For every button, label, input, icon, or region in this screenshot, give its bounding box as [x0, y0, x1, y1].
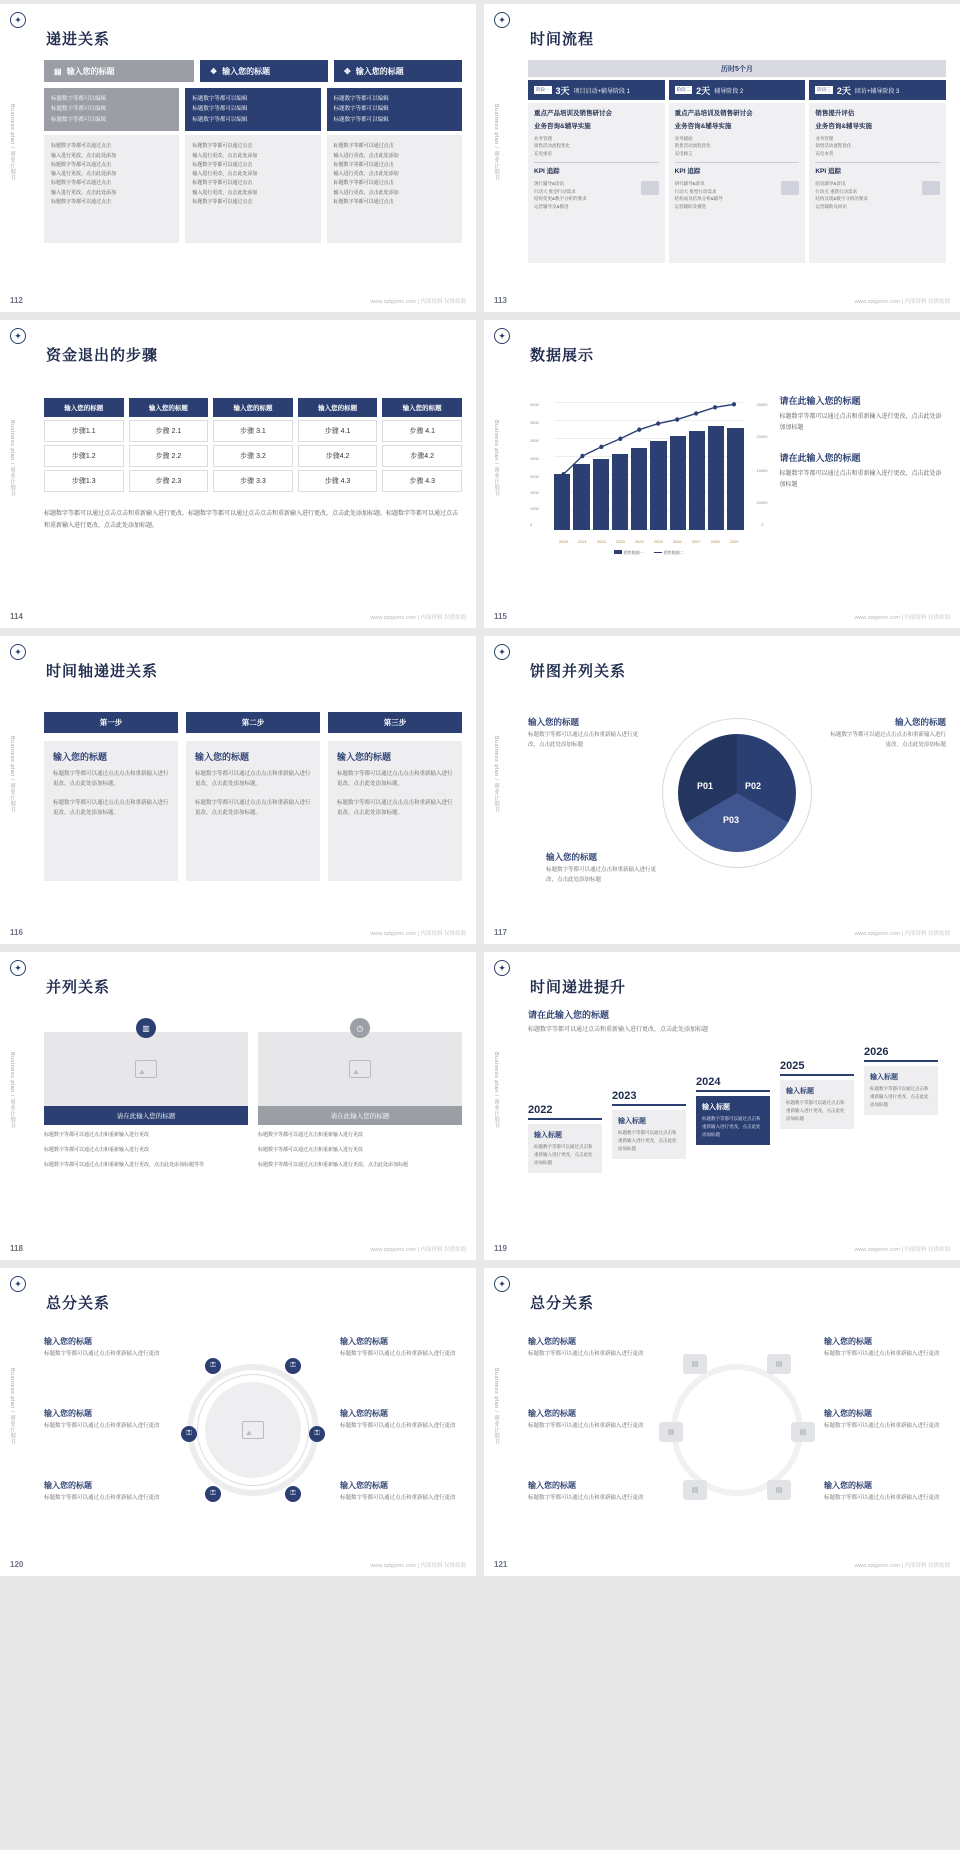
chart-legend: 销售数据一 销售数据二 — [528, 550, 769, 556]
page-title: 总分关系 — [530, 1295, 595, 1312]
step-3-head: 第三步 — [328, 712, 462, 733]
seal-icon: ✦ — [10, 960, 26, 976]
page-title: 饼图并列关系 — [530, 663, 627, 680]
node-1[interactable]: ⚿ — [205, 1358, 221, 1374]
side-label: Business plan / 商业计划书 — [493, 736, 499, 813]
text-block-1-body: 标题数字等都可以通过点击和重新输入进行更改，点击此处添加加标题 — [779, 414, 942, 432]
step-column-1: 输入您的标题 步骤1.1 步骤1.2 步骤1.3 — [44, 398, 124, 492]
step-1-body: 输入您的标题 标题数字等都可以通过点击点击和重新输入进行更改，点击此处添加标题。 标题数字等都可以通过点击点击和重新输入进行更改，点击此处添加标题。 — [44, 741, 178, 881]
step-column-5: 输入您的标题 步骤 4.1 步骤4.2 步骤 4.3 — [382, 398, 462, 492]
card-2-caption: 请在此输入您的标题 — [258, 1106, 462, 1125]
timeline-item-2025: 2025 输入标题 标题数字等都可以通过点击和重新输入进行更改，点击此处添加标题 — [780, 1060, 854, 1129]
text-block-3: 输入您的标题 标题数字等都可以通过点击和重新输入进行更改 — [44, 1481, 160, 1501]
phase-2 — [669, 80, 806, 263]
clock-icon: ◷ — [350, 1018, 370, 1038]
step-1 — [44, 712, 178, 881]
step-column-4: 输入您的标题 步骤 4.1 步骤4.2 步骤 4.3 — [298, 398, 378, 492]
side-label: Business plan / 商业计划书 — [9, 104, 15, 181]
column-3-list: 标题数字等都可以通过点击 输入进行更改，点击此处添加 标题数字等都可以通过点击 输入进行更改，点击此处添加 标题数字等都可以通过点击 输入进行更改，点击此处添加 标题数字等都可以通过点击 — [327, 135, 462, 243]
side-label: Business plan / 商业计划书 — [9, 1052, 15, 1129]
card-1 — [44, 1023, 248, 1176]
side-label: Business plan / 商业计划书 — [9, 736, 15, 813]
seal-icon: ✦ — [10, 12, 26, 28]
slide-112[interactable] — [0, 4, 476, 312]
column-2-list: 标题数字等都可以通过点击 输入进行更改，点击此处添加 标题数字等都可以通过点击 输入进行更改，点击此处添加 标题数字等都可以通过点击 输入进行更改，点击此处添加 标题数字等都可以通过点击 — [185, 135, 320, 243]
step-2-head: 第二步 — [186, 712, 320, 733]
gear-icon: ✥ — [344, 66, 351, 76]
seal-icon: ✦ — [10, 328, 26, 344]
steps-table — [44, 398, 462, 492]
seal-icon: ✦ — [494, 328, 510, 344]
side-label: Business plan / 商业计划书 — [493, 420, 499, 497]
seal-icon: ✦ — [494, 1276, 510, 1292]
thumb-4[interactable]: ▤ — [791, 1422, 815, 1442]
timeline-row — [528, 1046, 946, 1196]
page-number: 114 — [10, 612, 23, 621]
chip-row — [44, 60, 462, 82]
side-label: Business plan / 商业计划书 — [493, 1052, 499, 1129]
clipboard-icon — [641, 181, 659, 195]
duration-banner-label: 历时5个月 — [721, 65, 753, 73]
footer-note: www.zptgsmx.com | 内部资料 仅供传阅 — [854, 299, 950, 305]
pie-chart — [528, 698, 946, 888]
column-2 — [185, 88, 320, 243]
node-3[interactable]: ⚿ — [181, 1426, 197, 1442]
seal-icon: ✦ — [10, 644, 26, 660]
chart-icon: ▥ — [136, 1018, 156, 1038]
text-panel — [779, 376, 946, 556]
center-image-placeholder — [205, 1382, 301, 1478]
page-number: 120 — [10, 1560, 24, 1569]
column-3-head: 标题数字等都可以编辑 标题数字等都可以编辑 标题数字等都可以编辑 — [327, 88, 462, 131]
node-6[interactable]: ⚿ — [285, 1486, 301, 1502]
footer-note: www.zptgsmx.com | 内部资料 仅供传阅 — [854, 1247, 950, 1253]
chip-2[interactable] — [200, 60, 328, 82]
slide-117[interactable] — [484, 636, 960, 944]
card-2 — [258, 1023, 462, 1176]
text-block-5: 输入您的标题 标题数字等都可以通过点击和重新输入进行更改 — [340, 1409, 456, 1429]
seal-icon: ✦ — [494, 960, 510, 976]
footer-note: www.zptgsmx.com | 内部资料 仅供传阅 — [854, 615, 950, 621]
footer-note: www.zptgsmx.com | 内部资料 仅供传阅 — [370, 299, 466, 305]
side-label: Business plan / 商业计划书 — [9, 1368, 15, 1445]
column-2-head: 标题数字等都可以编辑 标题数字等都可以编辑 标题数字等都可以编辑 — [185, 88, 320, 131]
footer-note: www.zptgsmx.com | 内部资料 仅供传阅 — [370, 1247, 466, 1253]
footer-note: www.zptgsmx.com | 内部资料 仅供传阅 — [854, 1563, 950, 1569]
image-placeholder-icon — [242, 1421, 264, 1439]
hub-diagram — [44, 1330, 462, 1530]
seal-icon: ✦ — [10, 1276, 26, 1292]
node-2[interactable]: ⚿ — [285, 1358, 301, 1374]
chip-3-label: 输入您的标题 — [355, 66, 404, 76]
card-1-notes: 标题数字等都可以通过点击和重新输入进行更改 标题数字等都可以通过点击和重新输入进行更改 标题数字等都可以通过点击和重新输入进行更改，点击此处添加标题等等 — [44, 1132, 205, 1168]
text-block-1: 输入您的标题 标题数字等都可以通过点击和重新输入进行更改 — [528, 1337, 644, 1357]
page-title: 时间轴递进关系 — [46, 663, 159, 680]
text-block-2-body: 标题数字等都可以通过点击和重新输入进行更改，点击此处添加标题 — [779, 470, 942, 489]
pie-label-p02: P02 — [745, 781, 762, 791]
text-block-1-title: 请在此输入您的标题 — [779, 396, 861, 406]
card-1-image-placeholder — [44, 1023, 248, 1106]
text-block-3: 输入您的标题 标题数字等都可以通过点击和重新输入进行更改 — [528, 1481, 644, 1501]
thumb-5[interactable]: ▤ — [683, 1480, 707, 1500]
chip-1-label: 输入您的标题 — [66, 66, 115, 76]
page-title: 总分关系 — [46, 1295, 111, 1312]
x-axis-labels: 2020 2021 2022 2023 2024 2025 2026 2027 2028 2029 — [559, 539, 739, 544]
duration-banner — [528, 60, 946, 77]
image-placeholder-icon — [135, 1060, 157, 1078]
column-3 — [327, 88, 462, 243]
people-icon — [922, 181, 940, 195]
page-number: 121 — [494, 1560, 508, 1569]
phase-2-head: 阶段二 2天 辅导阶段 2 — [669, 80, 806, 100]
node-5[interactable]: ⚿ — [205, 1486, 221, 1502]
thumb-6[interactable]: ▤ — [767, 1480, 791, 1500]
text-block-1: 输入您的标题 标题数字等都可以通过点击和重新输入进行更改 — [44, 1337, 160, 1357]
intro-block: 请在此输入您的标题 标题数字等都可以通过点击和重新输入进行更改，点击此处添加标题 — [528, 1010, 709, 1033]
phase-3 — [809, 80, 946, 263]
pie-label-p03: P03 — [723, 815, 740, 825]
page-title: 时间递进提升 — [530, 979, 627, 996]
page-title: 资金退出的步骤 — [46, 347, 159, 364]
text-block-4: 输入您的标题 标题数字等都可以通过点击和重新输入进行更改 — [340, 1337, 456, 1357]
slide-121[interactable] — [484, 1268, 960, 1576]
page-number: 119 — [494, 1244, 507, 1253]
page-title: 并列关系 — [46, 979, 111, 996]
timeline-item-2024: 2024 输入标题 标题数字等都可以通过点击和重新输入进行更改，点击此处添加标题 — [696, 1076, 770, 1145]
slide-116[interactable] — [0, 636, 476, 944]
page-number: 118 — [10, 1244, 23, 1253]
step-3 — [328, 712, 462, 881]
side-label: Business plan / 商业计划书 — [493, 1368, 499, 1445]
footer-note: www.zptgsmx.com | 内部资料 仅供传阅 — [370, 1563, 466, 1569]
phase-3-head: 阶段三 2天 回访+辅导阶段 3 — [809, 80, 946, 100]
text-block-6: 输入您的标题 标题数字等都可以通过点击和重新输入进行更改 — [824, 1481, 940, 1501]
phase-1 — [528, 80, 665, 263]
chip-3[interactable] — [334, 60, 462, 82]
chip-1[interactable] — [44, 60, 194, 82]
phase-2-card: 重点产品培训及销售研讨会 业务咨询&辅导实施 业务辅面 销售活动流程优化 充电顾言 KPI 追踪 研究辅导&诊讯 行动大 推型行动需求 结构成及结果分析&辅导 运营辅助及模进 — [669, 103, 806, 263]
footer-note: www.zptgsmx.com | 内部资料 仅供传阅 — [370, 931, 466, 937]
step-2 — [186, 712, 320, 881]
node-4[interactable]: ⚿ — [309, 1426, 325, 1442]
step-column-2: 输入您的标题 步骤 2.1 步骤 2.2 步骤 2.3 — [129, 398, 209, 492]
step-2-body: 输入您的标题 标题数字等都可以通过点击点击和重新输入进行更改，点击此处添加标题。 标题数字等都可以通过点击点击和重新输入进行更改，点击此处添加标题。 — [186, 741, 320, 881]
column-1-list: 标题数字等都可以通过点击 输入进行更改，点击此处添加 标题数字等都可以通过点击 输入进行更改，点击此处添加 标题数字等都可以通过点击 输入进行更改，点击此处添加 标题数字等都可以通过点击 — [44, 135, 179, 243]
page-title: 时间流程 — [530, 31, 595, 48]
step-column-3: 输入您的标题 步骤 3.1 步骤 3.2 步骤 3.3 — [213, 398, 293, 492]
text-block-2: 输入您的标题 标题数字等都可以通过点击和重新输入进行更改 — [528, 1409, 644, 1429]
card-2-image-placeholder — [258, 1023, 462, 1106]
page-number: 116 — [10, 928, 23, 937]
card-1-caption: 请在此输入您的标题 — [44, 1106, 248, 1125]
slide-118[interactable] — [0, 952, 476, 1260]
side-label: Business plan / 商业计划书 — [493, 104, 499, 181]
text-block-5: 输入您的标题 标题数字等都可以通过点击和重新输入进行更改 — [824, 1409, 940, 1429]
phase-1-card: 重点产品培训及销售研讨会 业务咨询&辅导实施 业务管理 销售活动流程优化 充电重谊 KPI 追踪 现行辅导&诊讯 行动大 推型行动需求 结构变更&数字分析的要求 运营辅导及&模进 — [528, 103, 665, 263]
page-number: 112 — [10, 296, 23, 305]
card-2-notes: 标题数字等都可以通过点击和重新输入进行更改 标题数字等都可以通过点击和重新输入进行更改 标题数字等都可以通过点击和重新输入进行更改，点击此处添加标题 — [258, 1132, 409, 1168]
slide-119[interactable] — [484, 952, 960, 1260]
column-1 — [44, 88, 179, 243]
slide-114[interactable] — [0, 320, 476, 628]
phase-1-head: 阶段一 3天 项目启动+辅导阶段 1 — [528, 80, 665, 100]
slide-115[interactable] — [484, 320, 960, 628]
pie-label-p01: P01 — [697, 781, 714, 791]
pie-slices — [678, 734, 796, 852]
slide-113[interactable] — [484, 4, 960, 312]
doc-icon: ▤ — [54, 66, 62, 76]
column-1-head: 标题数字等都可以编辑 标题数字等都可以编辑 标题数字等都可以编辑 — [44, 88, 179, 131]
text-block-2: 输入您的标题 标题数字等都可以通过点击和重新输入进行更改 — [44, 1409, 160, 1429]
monitor-icon — [781, 181, 799, 195]
thumb-3[interactable]: ▤ — [659, 1422, 683, 1442]
hub-diagram — [528, 1330, 946, 1530]
thumb-1[interactable]: ▤ — [683, 1354, 707, 1374]
combo-chart: 4000 3500 3000 2500 2000 1500 1000 0 25000 20000 15000 10000 0 2020 2021 2022 2023 2024 2025 2026 2027 2028 2029 销售数据一 销售数据二 — [528, 376, 769, 556]
person-icon: ❖ — [210, 66, 218, 76]
image-placeholder-icon — [349, 1060, 371, 1078]
callout-3: 输入您的标题 标题数字等都可以通过点击和重新输入进行更改，点击此处添加标题 — [546, 852, 657, 884]
timeline-item-2022: 2022 输入标题 标题数字等都可以通过点击和重新输入进行更改，点击此处添加标题 — [528, 1104, 602, 1173]
seal-icon: ✦ — [494, 644, 510, 660]
text-block-6: 输入您的标题 标题数字等都可以通过点击和重新输入进行更改 — [340, 1481, 456, 1501]
step-3-body: 输入您的标题 标题数字等都可以通过点击点击和重新输入进行更改，点击此处添加标题。 标题数字等都可以通过点击点击和重新输入进行更改，点击此处添加标题。 — [328, 741, 462, 881]
page-title: 递进关系 — [46, 31, 111, 48]
page-title: 数据展示 — [530, 347, 595, 364]
plot-area — [554, 382, 743, 530]
callout-1: 输入您的标题 标题数字等都可以通过点击和重新输入进行更改，点击此处添加标题 — [528, 717, 639, 748]
step-1-head: 第一步 — [44, 712, 178, 733]
timeline-item-2026: 2026 输入标题 标题数字等都可以通过点击和重新输入进行更改，点击此处添加标题 — [864, 1046, 938, 1115]
text-block-2-title: 请在此输入您的标题 — [779, 452, 861, 463]
footer-note: www.zptgsmx.com | 内部资料 仅供传阅 — [854, 931, 950, 937]
seal-icon: ✦ — [494, 12, 510, 28]
callout-2: 输入您的标题 标题数字等都可以通过点击点击和重新输入进行更改，点击此处添加标题 — [830, 717, 946, 748]
thumb-2[interactable]: ▤ — [767, 1354, 791, 1374]
description-paragraph: 标题数字等都可以通过点击点击和重新输入进行更改。标题数字等都可以通过点击点击和重新输入进行更改，点击此处添加标题。标题数字等都可以通过点击和重新输入进行更改，点击此处添加标题。 — [44, 511, 459, 529]
line-series — [554, 382, 743, 530]
phase-3-card: 销售提升评估 业务咨询&辅导实施 业务管理 销售活动流程优化 充电本普 KPI 追踪 结说辅导&诊讯 行动点 重新行动需求 结构及现&数字分析的要求 运营辅助及回访 — [809, 103, 946, 263]
page-number: 113 — [494, 296, 507, 305]
outer-ring — [671, 1364, 803, 1496]
chip-2-label: 输入您的标题 — [222, 66, 271, 76]
page-number: 115 — [494, 612, 507, 621]
text-block-4: 输入您的标题 标题数字等都可以通过点击和重新输入进行更改 — [824, 1337, 940, 1357]
footer-note: www.zptgsmx.com | 内部资料 仅供传阅 — [370, 615, 466, 621]
side-label: Business plan / 商业计划书 — [9, 420, 15, 497]
page-number: 117 — [494, 928, 507, 937]
slide-120[interactable] — [0, 1268, 476, 1576]
timeline-item-2023: 2023 输入标题 标题数字等都可以通过点击和重新输入进行更改，点击此处添加标题 — [612, 1090, 686, 1159]
